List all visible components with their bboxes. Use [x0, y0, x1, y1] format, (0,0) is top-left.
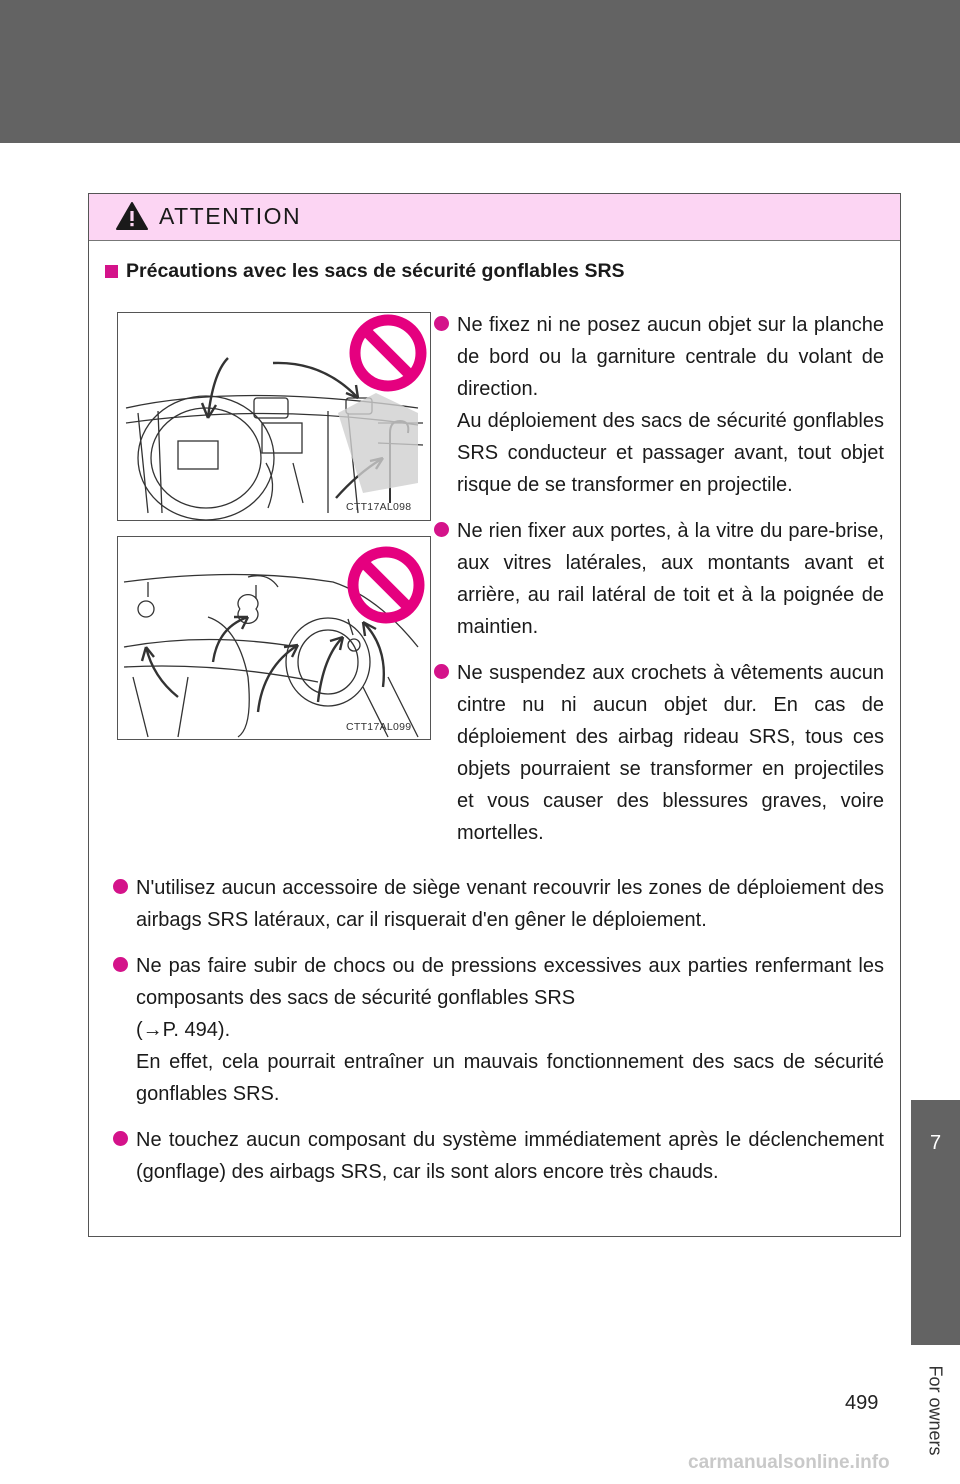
dashboard-illustration	[117, 312, 431, 521]
full-bullets	[113, 872, 884, 1202]
right-bullets	[434, 309, 884, 863]
list-item	[434, 657, 884, 849]
prohibition-icon	[355, 320, 421, 386]
footer-watermark: carmanualsonline.info	[688, 1452, 890, 1473]
page-number: 499	[845, 1392, 879, 1414]
bullet-text: Au déploiement des sacs de sécurité gonflables SRS conducteur et passager avant, tout objet risque de se transformer en projectile.	[457, 410, 884, 496]
cabin-drawing	[118, 537, 432, 741]
list-item	[113, 1124, 884, 1188]
bullet-dot-icon	[434, 664, 449, 679]
list-item	[434, 515, 884, 643]
bullet-text: Ne suspendez aux crochets à vêtements aucun cintre nu ni aucun objet dur. En cas de déploiement des airbag rideau SRS, tous ces objets pourraient se transformer en projectiles et vous causer des blessures graves, voire mortelles.	[457, 662, 884, 844]
bullet-text: En effet, cela pourrait entraîner un mauvais fonctionnement des sacs de sécurité gonflables SRS.	[136, 1051, 884, 1105]
warning-triangle-icon	[115, 201, 149, 231]
list-item	[113, 872, 884, 936]
list-item	[434, 309, 884, 501]
dashboard-drawing	[118, 313, 432, 522]
bullet-text: N'utilisez aucun accessoire de siège venant recouvrir les zones de déploiement des airbags SRS latéraux, car il risquerait d'en gêner le déploiement.	[136, 877, 884, 931]
list-item	[113, 950, 884, 1110]
bullet-dot-icon	[434, 316, 449, 331]
image-code: CTT17AL098	[346, 501, 412, 513]
image-code: CTT17AL099	[346, 721, 412, 733]
attention-header	[89, 194, 900, 241]
chapter-tab	[911, 1100, 960, 1345]
bullet-dot-icon	[113, 879, 128, 894]
top-header-band	[0, 0, 960, 143]
chapter-label-text: For owners	[925, 1364, 946, 1456]
bullet-dot-icon	[113, 957, 128, 972]
section-title	[105, 260, 625, 283]
chapter-label	[915, 1345, 955, 1475]
chapter-number: 7	[929, 1132, 942, 1154]
bullet-text: Ne rien fixer aux portes, à la vitre du pare-brise, aux vitres latérales, aux montants avant et arrière, au rail latéral de toit et à la poignée de maintien.	[457, 520, 884, 638]
attention-label: ATTENTION	[159, 203, 302, 229]
attention-box	[88, 193, 901, 1237]
bullet-text: Ne fixez ni ne posez aucun objet sur la planche de bord ou la garniture centrale du volant de direction.	[457, 314, 884, 400]
bullet-text: Ne pas faire subir de chocs ou de pressions excessives aux parties renfermant les composants des sacs de sécurité gonflables SRS	[136, 955, 884, 1009]
page-reference: (→P. 494).	[136, 1019, 231, 1041]
bullet-dot-icon	[434, 522, 449, 537]
bullet-dot-icon	[113, 1131, 128, 1146]
section-title-text: Précautions avec les sacs de sécurité gonflables SRS	[126, 260, 625, 282]
square-bullet-icon	[105, 265, 118, 278]
cabin-illustration	[117, 536, 431, 740]
prohibition-icon	[353, 552, 419, 618]
bullet-text: Ne touchez aucun composant du système immédiatement après le déclenchement (gonflage) des airbags SRS, car ils sont alors encore très chauds.	[136, 1129, 884, 1183]
